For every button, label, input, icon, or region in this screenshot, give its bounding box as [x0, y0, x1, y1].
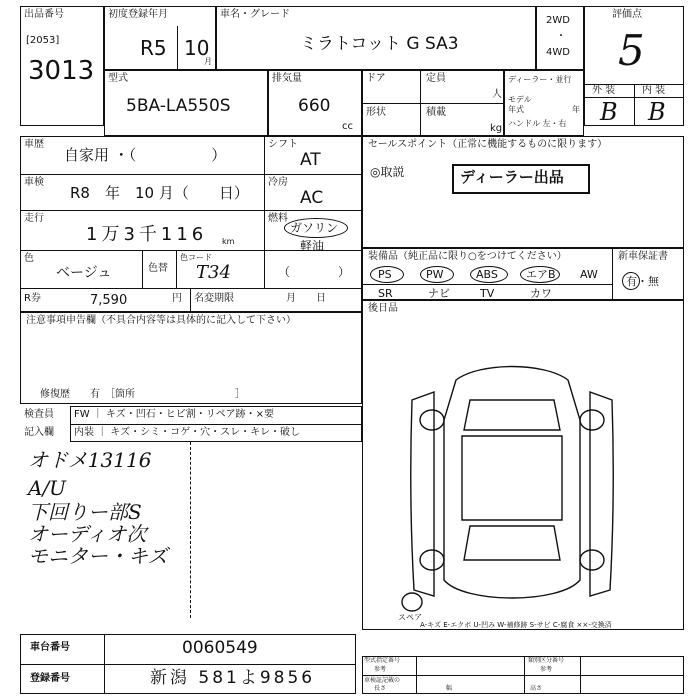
reg-month: 10: [184, 36, 210, 60]
color-code-value: T34: [196, 262, 231, 283]
mileage-digits: 1万3千116: [86, 224, 208, 245]
sales-manual: ◎取説: [370, 165, 405, 179]
model-name-value: ミラトコット G SA3: [300, 34, 459, 54]
checks-row-2: 内装 ｜ キズ・シミ・コゲ・穴・スレ・キレ・破し: [74, 427, 301, 438]
later-fill-box: [362, 300, 684, 630]
transfer-unit: 月 日: [286, 293, 326, 304]
chassis-label: 車台番号: [30, 642, 70, 653]
drive-dot: ・: [556, 31, 566, 42]
load-unit: kg: [490, 123, 503, 134]
cc-unit: cc: [342, 121, 353, 132]
shape-label: 形状: [366, 107, 386, 118]
recycle-label: R券: [24, 293, 41, 304]
door-label: ドア: [366, 73, 386, 84]
score-label: 評価点: [612, 9, 642, 20]
equip-navi: ナビ: [428, 287, 450, 300]
cc-label: 排気量: [272, 73, 302, 84]
hand-note-3: 下回りー部S: [28, 500, 142, 524]
chassis-value: 0060549: [182, 638, 258, 658]
br-l8: 高さ: [530, 685, 543, 692]
color-value: ベージュ: [56, 265, 112, 281]
load-label: 積載: [426, 107, 446, 118]
drive-2wd: 2WD: [546, 15, 570, 26]
model-name-label: 車名・グレード: [220, 9, 290, 20]
lot-label: 出品番号: [24, 9, 64, 20]
br-l3: 車検証記載の: [364, 677, 401, 684]
equip-leather: カワ: [530, 287, 552, 300]
later-fill-label: 後日品: [368, 303, 398, 314]
equip-ps: PS: [378, 268, 392, 281]
shift-label: シフト: [268, 139, 298, 150]
lot-number: 3013: [28, 56, 95, 86]
equipment-label: 装備品（純正品に限り○をつけてください）: [368, 251, 567, 262]
fuel-other: （ ）: [278, 265, 351, 279]
br-l5: 類別区分番号: [528, 657, 565, 664]
spare-label: スペア: [398, 613, 422, 622]
br-l2: 参考: [374, 666, 387, 673]
mileage-unit: km: [222, 237, 235, 246]
equip-sr: SR: [378, 287, 393, 300]
ac-label: 冷房: [268, 177, 288, 188]
br-l6: 参考: [540, 666, 553, 673]
score-interior-label: 内 装: [642, 85, 666, 96]
checks-label-1: 検査員: [24, 409, 54, 420]
hand-note-1: オドメ13116: [28, 448, 152, 472]
checks-row-1: FW ｜ キズ・凹石・ヒビ割・リペア跡・×要: [74, 409, 274, 420]
usage-label: 車歴: [24, 139, 44, 150]
notes-label: 注意事項申告欄（不具合内容等は具体的に記入して下さい）: [26, 315, 296, 326]
plate-value: 新潟 581よ9856: [150, 668, 316, 688]
dealer-badge-text: ディーラー出品: [460, 168, 564, 186]
reg-month-unit: 月: [204, 57, 212, 66]
warranty-label: 新車保証書: [618, 251, 668, 262]
color-change-label: 色替: [148, 263, 168, 274]
equip-aw: AW: [580, 268, 598, 281]
warranty-value: 有・無: [626, 275, 659, 288]
cap-unit: 人: [492, 89, 502, 100]
inspection-label: 車検: [24, 177, 44, 188]
plate-label: 登録番号: [30, 673, 70, 684]
hand-note-5: モニター・キズ: [28, 544, 168, 568]
lot-sub: [2053]: [26, 35, 60, 46]
color-code-label: 色コード: [180, 253, 212, 262]
transfer-label: 名変期限: [194, 293, 234, 304]
cc-value: 660: [298, 96, 331, 116]
inspection-value: R8 年 10 月（ 日）: [70, 184, 249, 202]
cap-label: 定員: [426, 73, 446, 84]
br-l7: 幅: [446, 685, 453, 692]
type-value: 5BA-LA550S: [126, 96, 231, 116]
handle-label: ハンドル 左・右: [508, 119, 567, 128]
equip-airbag: エアB: [526, 268, 556, 281]
fuel-diesel: 軽油: [300, 239, 325, 253]
color-label: 色: [24, 253, 34, 264]
fuel-gas: ガソリン: [290, 221, 339, 235]
dealer-label: ディーラー・並行: [508, 75, 572, 84]
hand-note-2: A/U: [28, 476, 67, 500]
br-l4: 長さ: [374, 685, 387, 692]
reg-label: 初度登録年月: [108, 9, 168, 20]
notes-repair: 修復歴 有 ［箇所 ］: [40, 389, 245, 400]
sales-label: セールスポイント（正常に機能するものに限ります）: [368, 139, 608, 150]
year-label: 年式: [508, 105, 524, 114]
br-l1: 型式指定番号: [364, 657, 401, 664]
year-unit: 年: [572, 105, 580, 114]
hand-note-4: オーディオ次: [28, 522, 147, 546]
score-interior: B: [648, 98, 666, 126]
mileage-label: 走行: [24, 213, 44, 224]
type-label: 型式: [108, 73, 128, 84]
shift-value: AT: [300, 150, 321, 170]
score-exterior-label: 外 装: [592, 85, 616, 96]
recycle-value: 7,590: [90, 293, 128, 308]
equip-abs: ABS: [476, 268, 498, 281]
usage-value: 自家用 ・（ ）: [64, 146, 227, 164]
equip-tv: TV: [480, 287, 495, 300]
recycle-unit: 円: [172, 293, 182, 304]
equip-pw: PW: [426, 268, 444, 281]
fuel-label: 燃料: [268, 213, 288, 224]
score-exterior: B: [600, 98, 618, 126]
model-year-label: モデル: [508, 95, 532, 104]
reg-era: R5: [140, 36, 167, 60]
score-value: 5: [618, 26, 645, 75]
drive-4wd: 4WD: [546, 47, 570, 58]
diagram-legend: A-キズ E-エクボ U-凹み W-補修跡 S-サビ C-腐食 ××-交換済: [420, 621, 612, 629]
checks-label-2: 記入欄: [24, 427, 54, 438]
ac-value: AC: [300, 188, 324, 208]
